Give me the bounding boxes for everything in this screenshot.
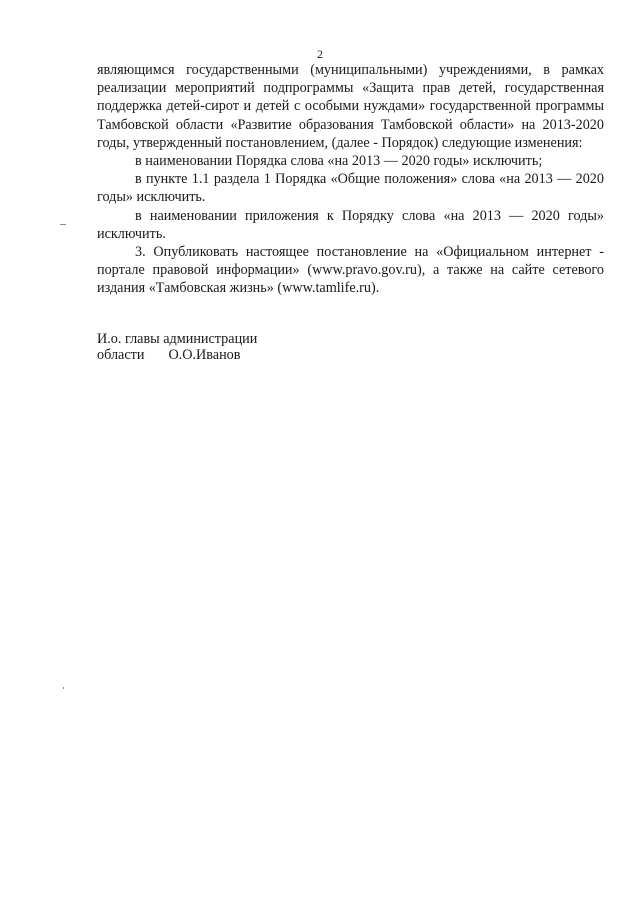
paragraph-amendment-title: в наименовании Порядка слова «на 2013 — 2020 годы» исключить; <box>135 153 543 170</box>
signatory-name: О.О.Иванов <box>168 347 241 363</box>
scan-speck <box>60 224 66 225</box>
signature-block <box>97 331 257 363</box>
page-number: 2 <box>317 47 323 61</box>
scan-speck <box>63 687 64 689</box>
paragraph-amendment-appendix: в наименовании приложения к Порядку слова «на 2013 — 2020 годы» исключить. <box>97 207 604 242</box>
signatory-title: И.о. главы администрации <box>97 331 258 347</box>
document-body <box>97 61 604 298</box>
paragraph-publication: 3. Опубликовать настоящее постановление на «Официальном интернет - портале правовой информации» (www.pravo.gov.ru), а также на сайте сетевого издания «Тамбовская жизнь» (www.tamlife.ru). <box>97 244 604 297</box>
paragraph-amendment-intro: являющимся государственными (муниципальными) учреждениями, в рамках реализации мероприятий подпрограммы «Защита прав детей, государственная поддержка детей-сирот и детей с особыми нуждами» государственной программы Тамбовской области «Развитие образования Тамбовской области» на 2013-2020 годы, утвержденный постановлением, (далее - Порядок) следующие изменения: <box>97 62 604 151</box>
signatory-line <box>97 347 257 363</box>
signatory-region: области <box>97 347 145 363</box>
paragraph-amendment-clause: в пункте 1.1 раздела 1 Порядка «Общие положения» слова «на 2013 — 2020 годы» исключить. <box>97 171 604 206</box>
